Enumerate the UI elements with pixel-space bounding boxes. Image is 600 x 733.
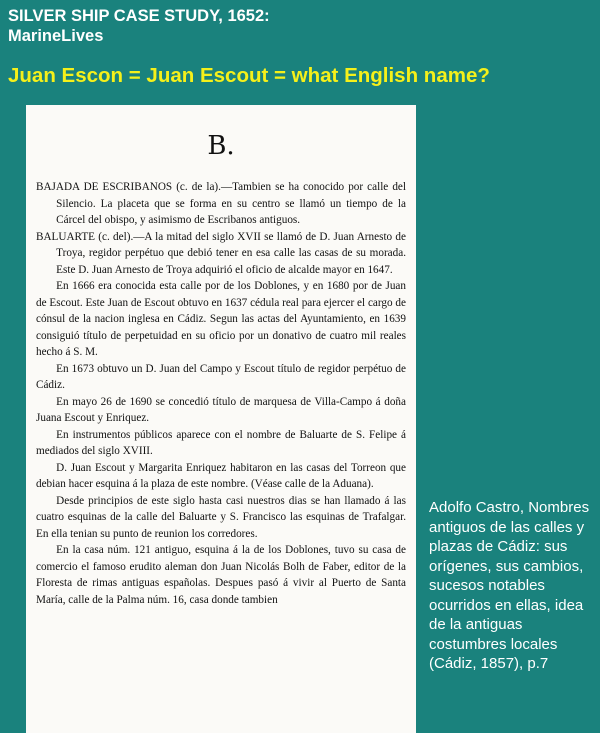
site-name: MarineLives — [8, 27, 104, 45]
source-caption: Adolfo Castro, Nombres antiguos de las calles y plazas de Cádiz: sus orígenes, sus cambios, sucesos notables ocurridos en ellas, idea de la antiguas costumbres locales (Cádiz, 1857), p.7 — [429, 499, 590, 672]
paragraph: Desde principios de este siglo hasta casi nuestros dias se han llamado á las cuatro esquinas de la calle del Baluarte y S. Francisco las esquinas de Trafalgar. En ella tenian su punto de reunion los corredores. — [36, 494, 406, 540]
paragraph: En mayo 26 de 1690 se concedió título de marquesa de Villa-Campo á doña Juana Escout y Enriquez. — [36, 395, 406, 424]
book-page-scan — [26, 105, 416, 733]
paragraph: En 1666 era conocida esta calle por de los Doblones, y en 1680 por de Juan de Escout. Este Juan de Escout obtuvo en 1637 cédula real para ejercer el cargo de cónsul de la nacion inglesa en Cádiz. Segun las actas del Ayuntamiento, en 1639 consiguió título de perpetuidad en su oficio por un donativo de cuatro mil reales hecho á S. M. — [36, 280, 406, 358]
page-body — [36, 179, 406, 608]
paragraph: D. Juan Escout y Margarita Enriquez habitaron en las casas del Torreon que debian hacer esquina á la plaza de este nombre. (Véase calle de la Aduana). — [36, 461, 406, 490]
slide-header — [8, 6, 270, 46]
case-study-title: SILVER SHIP CASE STUDY, 1652: — [8, 7, 270, 25]
paragraph: En la casa núm. 121 antiguo, esquina á la de los Doblones, tuvo su casa de comercio el famoso erudito aleman don Juan Nicolás Bolh de Faber, editor de la Floresta de rimas antiguas españolas. Despues pasó á vivir al Puerto de Santa María, calle de la Palma núm. 16, casa donde tambien — [36, 544, 406, 606]
paragraph: En instrumentos públicos aparece con el nombre de Baluarte de S. Felipe á mediados del siglo XVIII. — [36, 428, 406, 457]
section-letter: B. — [207, 131, 235, 161]
paragraph: En 1673 obtuvo un D. Juan del Campo y Escout título de regidor perpétuo de Cádiz. — [36, 362, 406, 391]
entry-bajada-de-escribanos: BAJADA DE ESCRIBANOS (c. de la).—Tambien se ha conocido por calle del Silencio. La placeta que se forma en su centro se llamó un tiempo de la Cárcel del obispo, y asimismo de Escribanos antiguos. — [36, 181, 406, 226]
entry-baluarte: BALUARTE (c. del).—A la mitad del siglo XVII se llamó de D. Juan Arnesto de Troya, regidor perpétuo que debió tener en esa calle las casas de su morada. Este D. Juan Arnesto de Troya adquirió el oficio de alcalde mayor en 1647. — [36, 230, 406, 276]
question-heading: Juan Escon = Juan Escout = what English name? — [8, 64, 490, 87]
